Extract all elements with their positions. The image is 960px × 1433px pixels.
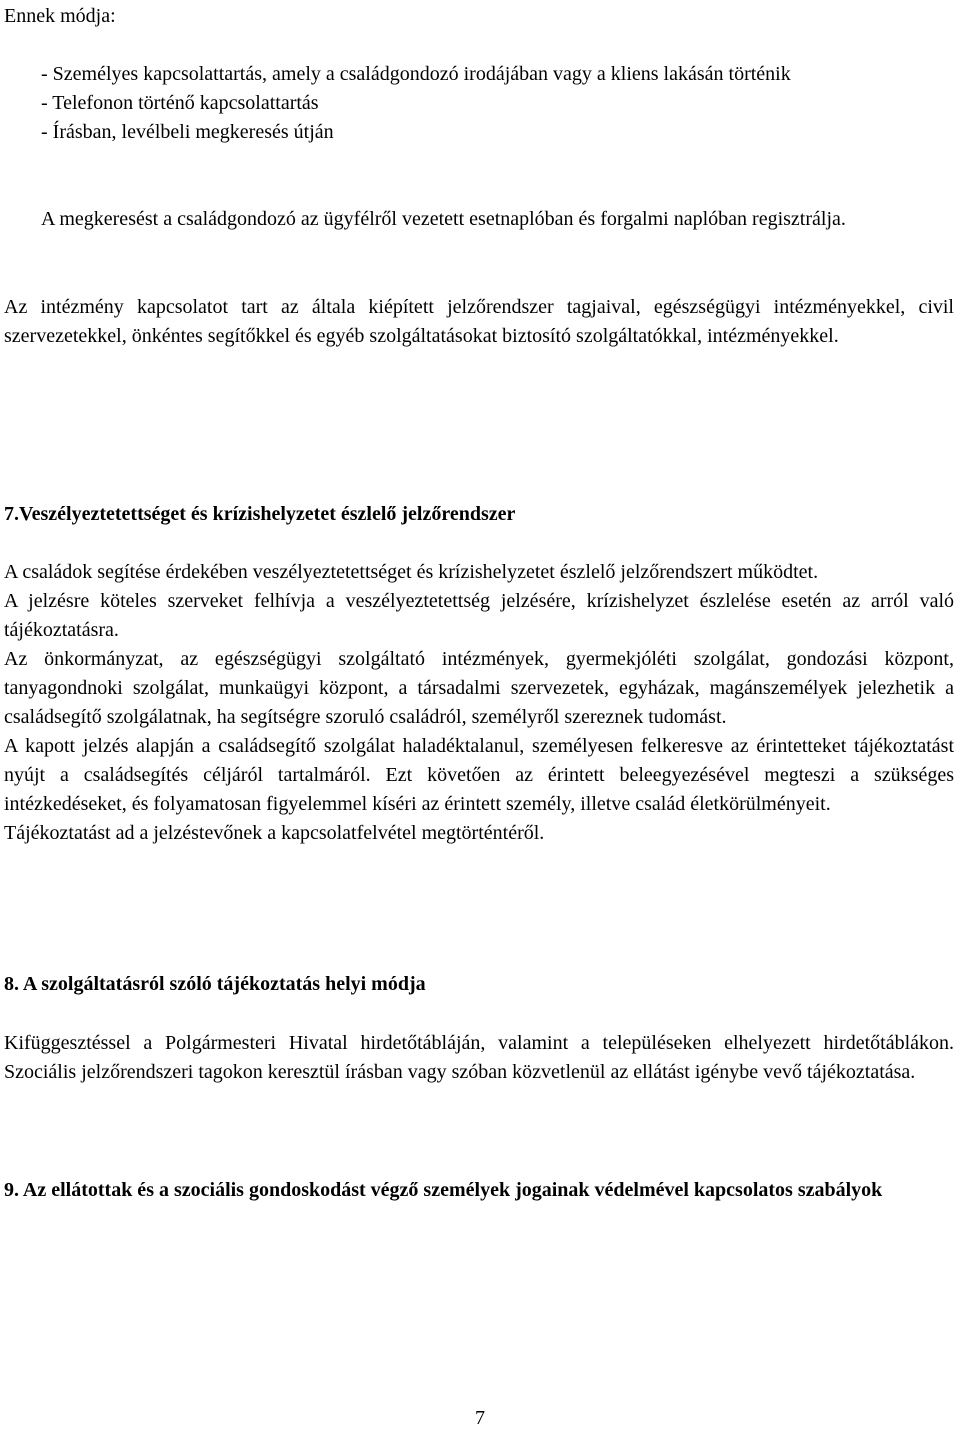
- list-item: - Személyes kapcsolattartás, amely a családgondozó irodájában vagy a kliens lakásán történik: [41, 63, 791, 85]
- section-9-heading: 9. Az ellátottak és a szociális gondoskodást végző személyek jogainak védelmével kapcsolatos szabályok: [4, 1179, 883, 1201]
- contact-method-list: [41, 60, 955, 147]
- section-8-heading: 8. A szolgáltatásról szóló tájékoztatás helyi módja: [4, 973, 426, 995]
- section-7-body: [4, 558, 954, 848]
- page-number: 7: [475, 1407, 485, 1429]
- registration-paragraph: A megkeresést a családgondozó az ügyfélről vezetett esetnaplóban és forgalmi naplóban regisztrálja.: [41, 208, 846, 230]
- list-item: - Írásban, levélbeli megkeresés útján: [41, 121, 334, 143]
- list-item: - Telefonon történő kapcsolattartás: [41, 92, 319, 114]
- body-paragraph: A jelzésre köteles szerveket felhívja a veszélyeztetettség jelzésére, krízishelyzet észlelése esetén az arról való tájékoztatásra.: [4, 590, 954, 641]
- section-7-heading: 7.Veszélyeztetettséget és krízishelyzetet észlelő jelzőrendszer: [4, 503, 516, 525]
- contact-paragraph: Az intézmény kapcsolatot tart az általa kiépített jelzőrendszer tagjaival, egészségügyi intézményekkel, civil szervezetekkel, önkéntes segítőkkel és egyéb szolgáltatásokat biztosító szolgáltatókkal, intézményekkel.: [4, 296, 954, 347]
- body-paragraph: A családok segítése érdekében veszélyeztetettséget és krízishelyzetet észlelő jelzőrendszert működtet.: [4, 561, 819, 583]
- body-paragraph: Az önkormányzat, az egészségügyi szolgáltató intézmények, gyermekjóléti szolgálat, gondozási központ, tanyagondnoki szolgálat, munkaügyi központ, a társadalmi szervezetek, egyházak, magánszemélyek jelezhetik a családsegítő szolgálatnak, ha segítségre szoruló családról, személyről szereznek tudomást.: [4, 648, 954, 728]
- body-paragraph: A kapott jelzés alapján a családsegítő szolgálat haladéktalanul, személyesen felkeresve az érintetteket tájékoztatást nyújt a családsegítés céljáról tartalmáról. Ezt követően az érintett beleegyezésével megteszi a szükséges intézkedéseket, és folyamatosan figyelemmel kíséri az érintett személy, illetve család életkörülményeit.: [4, 735, 954, 815]
- body-paragraph: Tájékoztatást ad a jelzéstevőnek a kapcsolatfelvétel megtörténtéről.: [4, 822, 545, 844]
- section-8-paragraph: Kifüggesztéssel a Polgármesteri Hivatal hirdetőtábláján, valamint a településeken elhelyezett hirdetőtáblákon. Szociális jelzőrendszeri tagokon keresztül írásban vagy szóban közvetlenül az ellátást igénybe vevő tájékoztatása.: [4, 1032, 954, 1083]
- intro-label: Ennek módja:: [4, 5, 116, 27]
